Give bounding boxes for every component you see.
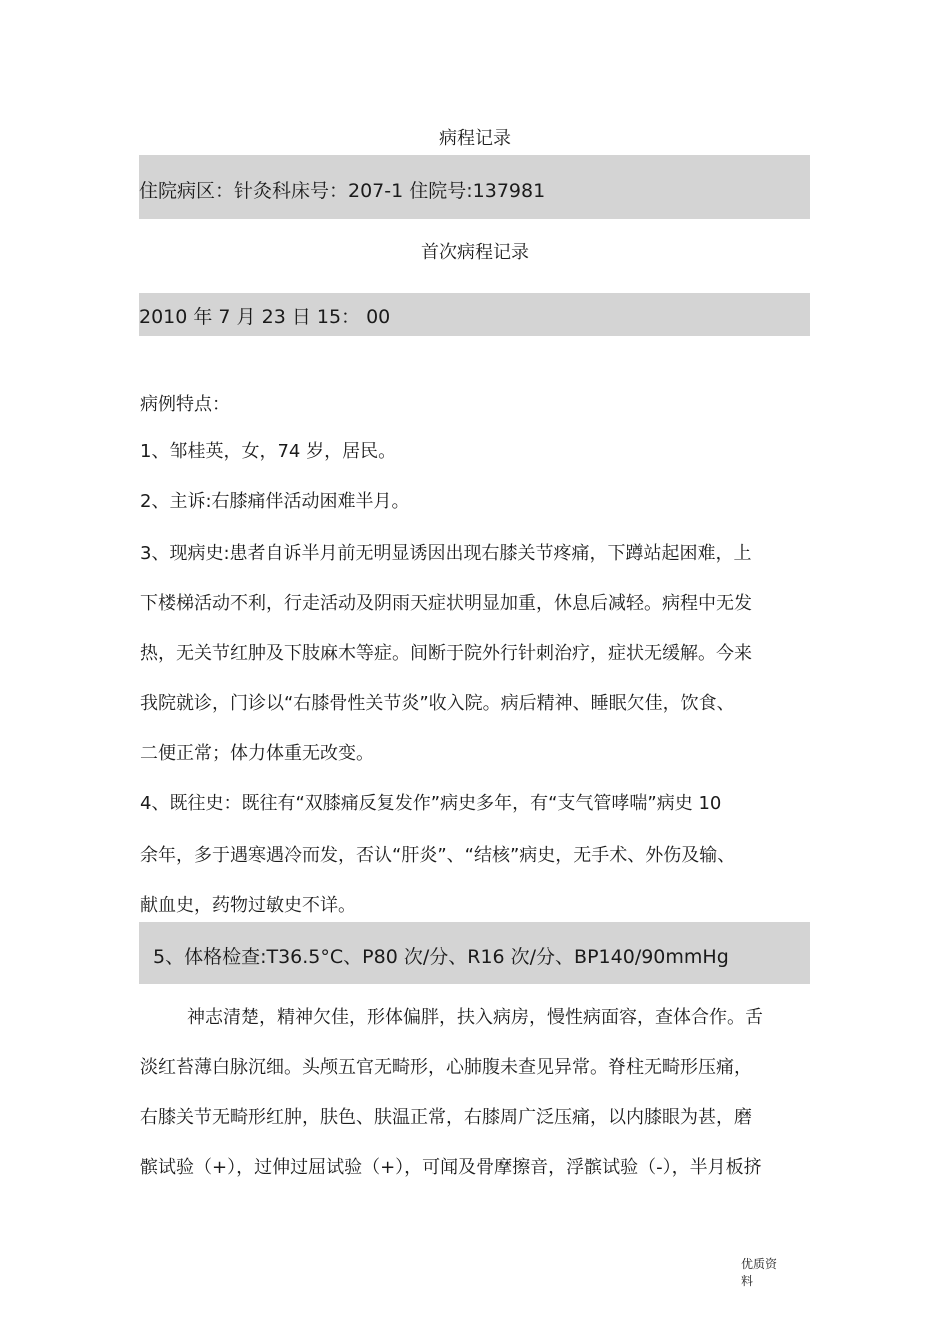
exam-header-band [139,922,810,984]
paragraph-line: 4、既往史：既往有“双膝痛反复发作”病史多年，有“支气管哮喘”病史 10 [140,793,722,814]
ward-info-band [139,155,810,219]
paragraph-line: 余年，多于遇寒遇冷而发，否认“肝炎”、“结核”病史，无手术、外伤及输、 [140,845,736,866]
paragraph-line: 二便正常；体力体重无改变。 [140,743,374,764]
exam-header-text: 5、体格检查:T36.5°C、P80 次/分、R16 次/分、BP140/90mmHg [153,946,729,968]
datetime-band [139,293,810,336]
record-datetime: 2010 年 7 月 23 日 15： 00 [139,306,391,328]
paragraph-line: 3、现病史:患者自诉半月前无明显诱因出现右膝关节疼痛，下蹲站起困难，上 [140,543,752,564]
paragraph-line: 下楼梯活动不利，行走活动及阴雨天症状明显加重，休息后减轻。病程中无发 [140,593,752,614]
paragraph-line: 献血史，药物过敏史不详。 [140,895,356,916]
section-label: 病例特点： [140,394,230,415]
footer-watermark [741,1256,791,1290]
paragraph-line: 右膝关节无畸形红肿，肤色、肤温正常，右膝周广泛压痛，以内膝眼为甚，磨 [140,1107,752,1128]
first-record-title: 首次病程记录 [421,242,529,263]
paragraph-line: 髌试验（+），过伸过屈试验（+），可闻及骨摩擦音，浮髌试验（-），半月板挤 [140,1157,762,1178]
footer-line: 优质资 [741,1257,778,1271]
paragraph-line: 我院就诊，门诊以“右膝骨性关节炎”收入院。病后精神、睡眠欠佳，饮食、 [140,693,735,714]
paragraph-line: 淡红苔薄白脉沉细。头颅五官无畸形，心肺腹未查见异常。脊柱无畸形压痛， [140,1057,752,1078]
document-title: 病程记录 [439,128,511,149]
ward-info-text: 住院病区：针灸科床号：207-1 住院号:137981 [139,180,546,202]
item-patient-info: 1、邹桂英，女，74 岁，居民。 [140,441,397,462]
footer-line: 料 [741,1274,754,1288]
item-chief-complaint: 2、主诉:右膝痛伴活动困难半月。 [140,491,410,512]
paragraph-line: 热，无关节红肿及下肢麻木等症。间断于院外行针刺治疗，症状无缓解。今来 [140,643,752,664]
paragraph-line: 神志清楚，精神欠佳，形体偏胖，扶入病房，慢性病面容，查体合作。舌 [187,1007,763,1028]
